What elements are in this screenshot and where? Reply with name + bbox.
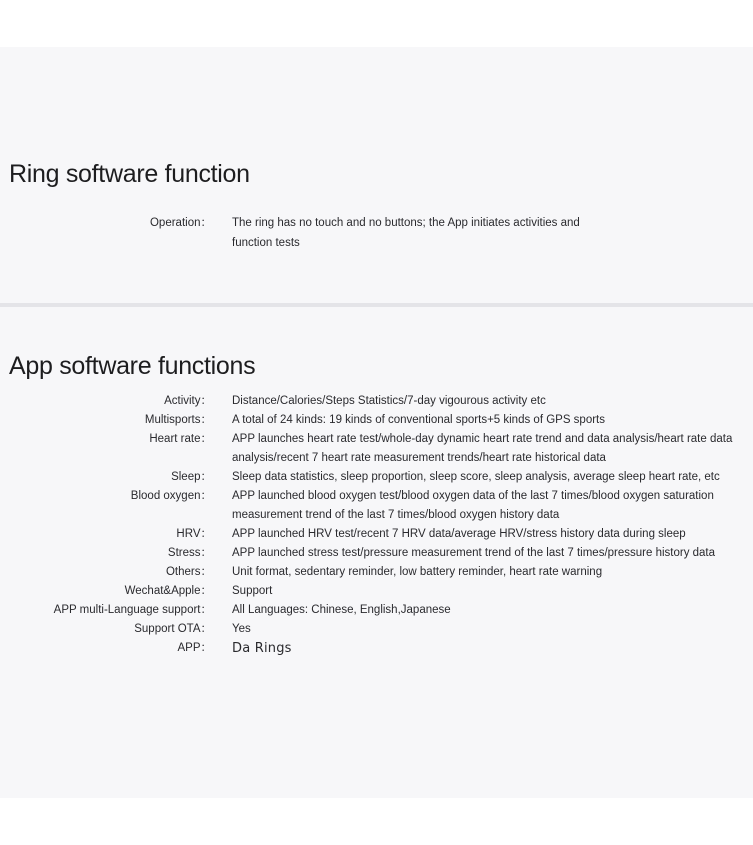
spec-row-multisports (0, 411, 753, 430)
spec-row-others (0, 563, 753, 582)
spec-row-support-ota (0, 620, 753, 639)
app-software-section (0, 307, 753, 798)
spec-label: APP： (177, 642, 212, 654)
app-name-value: Da Rings (232, 641, 292, 656)
spec-value: Yes (232, 623, 251, 635)
spec-label: Sleep： (171, 471, 212, 483)
spec-value: APP launched blood oxygen test/blood oxygen data of the last 7 times/blood oxygen saturation measurement trend of the last 7 times/blood oxygen history data (232, 490, 714, 521)
spec-row-wechat-apple (0, 582, 753, 601)
spec-row-hrv (0, 525, 753, 544)
ring-spec-list (0, 213, 753, 253)
spec-row-heart-rate (0, 430, 753, 468)
spec-value: APP launched HRV test/recent 7 HRV data/average HRV/stress history data during sleep (232, 528, 686, 540)
spec-value: Distance/Calories/Steps Statistics/7-day vigourous activity etc (232, 395, 546, 407)
spec-value: APP launches heart rate test/whole-day dynamic heart rate trend and data analysis/heart rate data analysis/recent 7 heart rate measurement trends/heart rate historical data (232, 433, 733, 464)
spec-value: APP launched stress test/pressure measurement trend of the last 7 times/pressure history data (232, 547, 716, 559)
spec-label: Support OTA： (134, 623, 212, 635)
spec-label: Stress： (167, 547, 212, 559)
spec-row-sleep (0, 468, 753, 487)
spec-row-app (0, 639, 753, 658)
spec-value: All Languages: Chinese, English,Japanese (232, 604, 451, 616)
spec-row-operation (0, 213, 753, 253)
spec-value: Support (232, 585, 273, 597)
spec-row-activity (0, 392, 753, 411)
spec-label: Multisports： (144, 414, 212, 426)
spec-label: Activity： (164, 395, 212, 407)
spec-row-blood-oxygen (0, 487, 753, 525)
spec-label: Operation： (149, 217, 212, 229)
spec-label: Wechat&Apple： (124, 585, 212, 597)
spec-label: APP multi-Language support： (53, 604, 212, 616)
spec-label: Others： (165, 566, 212, 578)
spec-value: A total of 24 kinds: 19 kinds of conventional sports+5 kinds of GPS sports (232, 414, 606, 426)
spec-value: The ring has no touch and no buttons; the App initiates activities and function tests (232, 217, 580, 249)
spec-label: HRV： (176, 528, 212, 540)
spec-value: Sleep data statistics, sleep proportion, sleep score, sleep analysis, average sleep heart rate, etc (232, 471, 720, 483)
spec-row-language-support (0, 601, 753, 620)
ring-software-section (0, 47, 753, 303)
spec-row-stress (0, 544, 753, 563)
spec-label: Blood oxygen： (130, 490, 212, 502)
app-spec-list (0, 392, 753, 658)
spec-label: Heart rate： (149, 433, 212, 445)
app-section-title: App software functions (9, 352, 256, 380)
spec-value: Unit format, sedentary reminder, low battery reminder, heart rate warning (232, 566, 603, 578)
ring-section-title: Ring software function (9, 160, 250, 188)
